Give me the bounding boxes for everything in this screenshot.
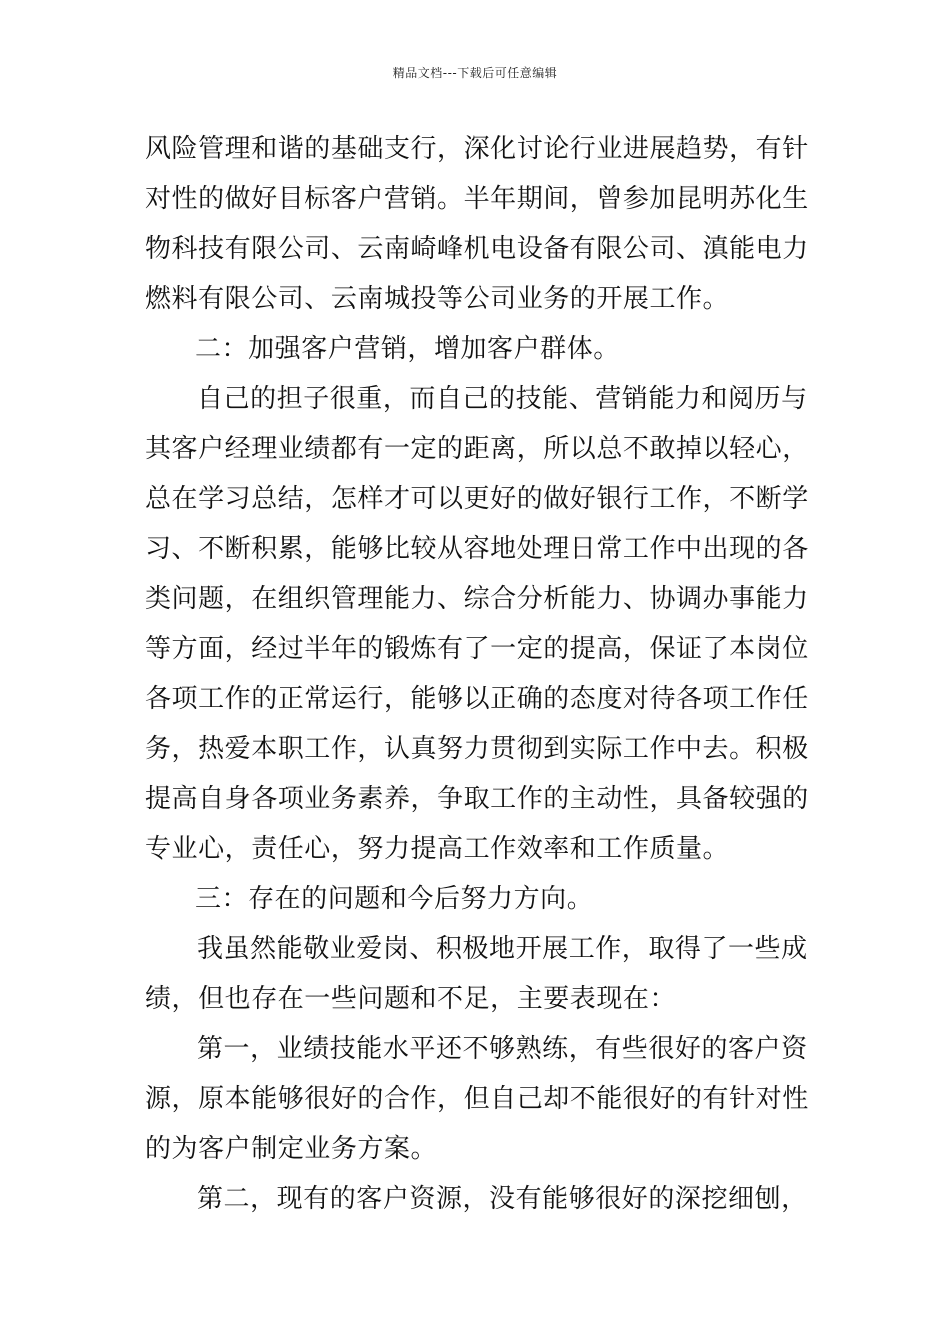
body-line: 的为客户制定业务方案。 (145, 1134, 438, 1164)
body-line: 源，原本能够很好的合作，但自己却不能很好的有针对性 (145, 1084, 809, 1114)
body-line: 习、不断积累，能够比较从容地处理日常工作中出现的各 (145, 534, 809, 564)
paragraph-first-line: 第一，业绩技能水平还不够熟练，有些很好的客户资 (197, 1034, 808, 1064)
document-body (145, 124, 809, 1224)
page-header: 精品文档---下载后可任意编辑 (392, 66, 558, 80)
body-line: 类问题，在组织管理能力、综合分析能力、协调办事能力 (145, 584, 809, 614)
paragraph-first-line: 自己的担子很重，而自己的技能、营销能力和阅历与 (197, 384, 808, 414)
body-line: 等方面，经过半年的锻炼有了一定的提高，保证了本岗位 (145, 634, 809, 664)
body-line: 物科技有限公司、云南崎峰机电设备有限公司、滇能电力 (145, 234, 809, 264)
body-line: 务，热爱本职工作，认真努力贯彻到实际工作中去。积极 (145, 734, 809, 764)
body-line: 风险管理和谐的基础支行，深化讨论行业进展趋势，有针 (145, 134, 809, 164)
paragraph-first-line: 第二，现有的客户资源，没有能够很好的深挖细刨， (197, 1184, 808, 1214)
body-line: 燃料有限公司、云南城投等公司业务的开展工作。 (145, 284, 730, 314)
section-heading: 三：存在的问题和今后努力方向。 (195, 884, 594, 914)
body-line: 总在学习总结，怎样才可以更好的做好银行工作，不断学 (145, 484, 809, 514)
body-line: 其客户经理业绩都有一定的距离，所以总不敢掉以轻心， (145, 434, 809, 464)
body-line: 各项工作的正常运行，能够以正确的态度对待各项工作任 (145, 684, 809, 714)
body-line: 提高自身各项业务素养，争取工作的主动性，具备较强的 (145, 784, 809, 814)
body-line: 对性的做好目标客户营销。半年期间，曾参加昆明苏化生 (145, 184, 809, 214)
paragraph-first-line: 我虽然能敬业爱岗、积极地开展工作，取得了一些成 (197, 934, 808, 964)
section-heading: 二：加强客户营销，增加客户群体。 (195, 334, 620, 364)
body-line: 专业心，责任心，努力提高工作效率和工作质量。 (145, 834, 730, 864)
body-line: 绩，但也存在一些问题和不足，主要表现在： (145, 984, 677, 1014)
